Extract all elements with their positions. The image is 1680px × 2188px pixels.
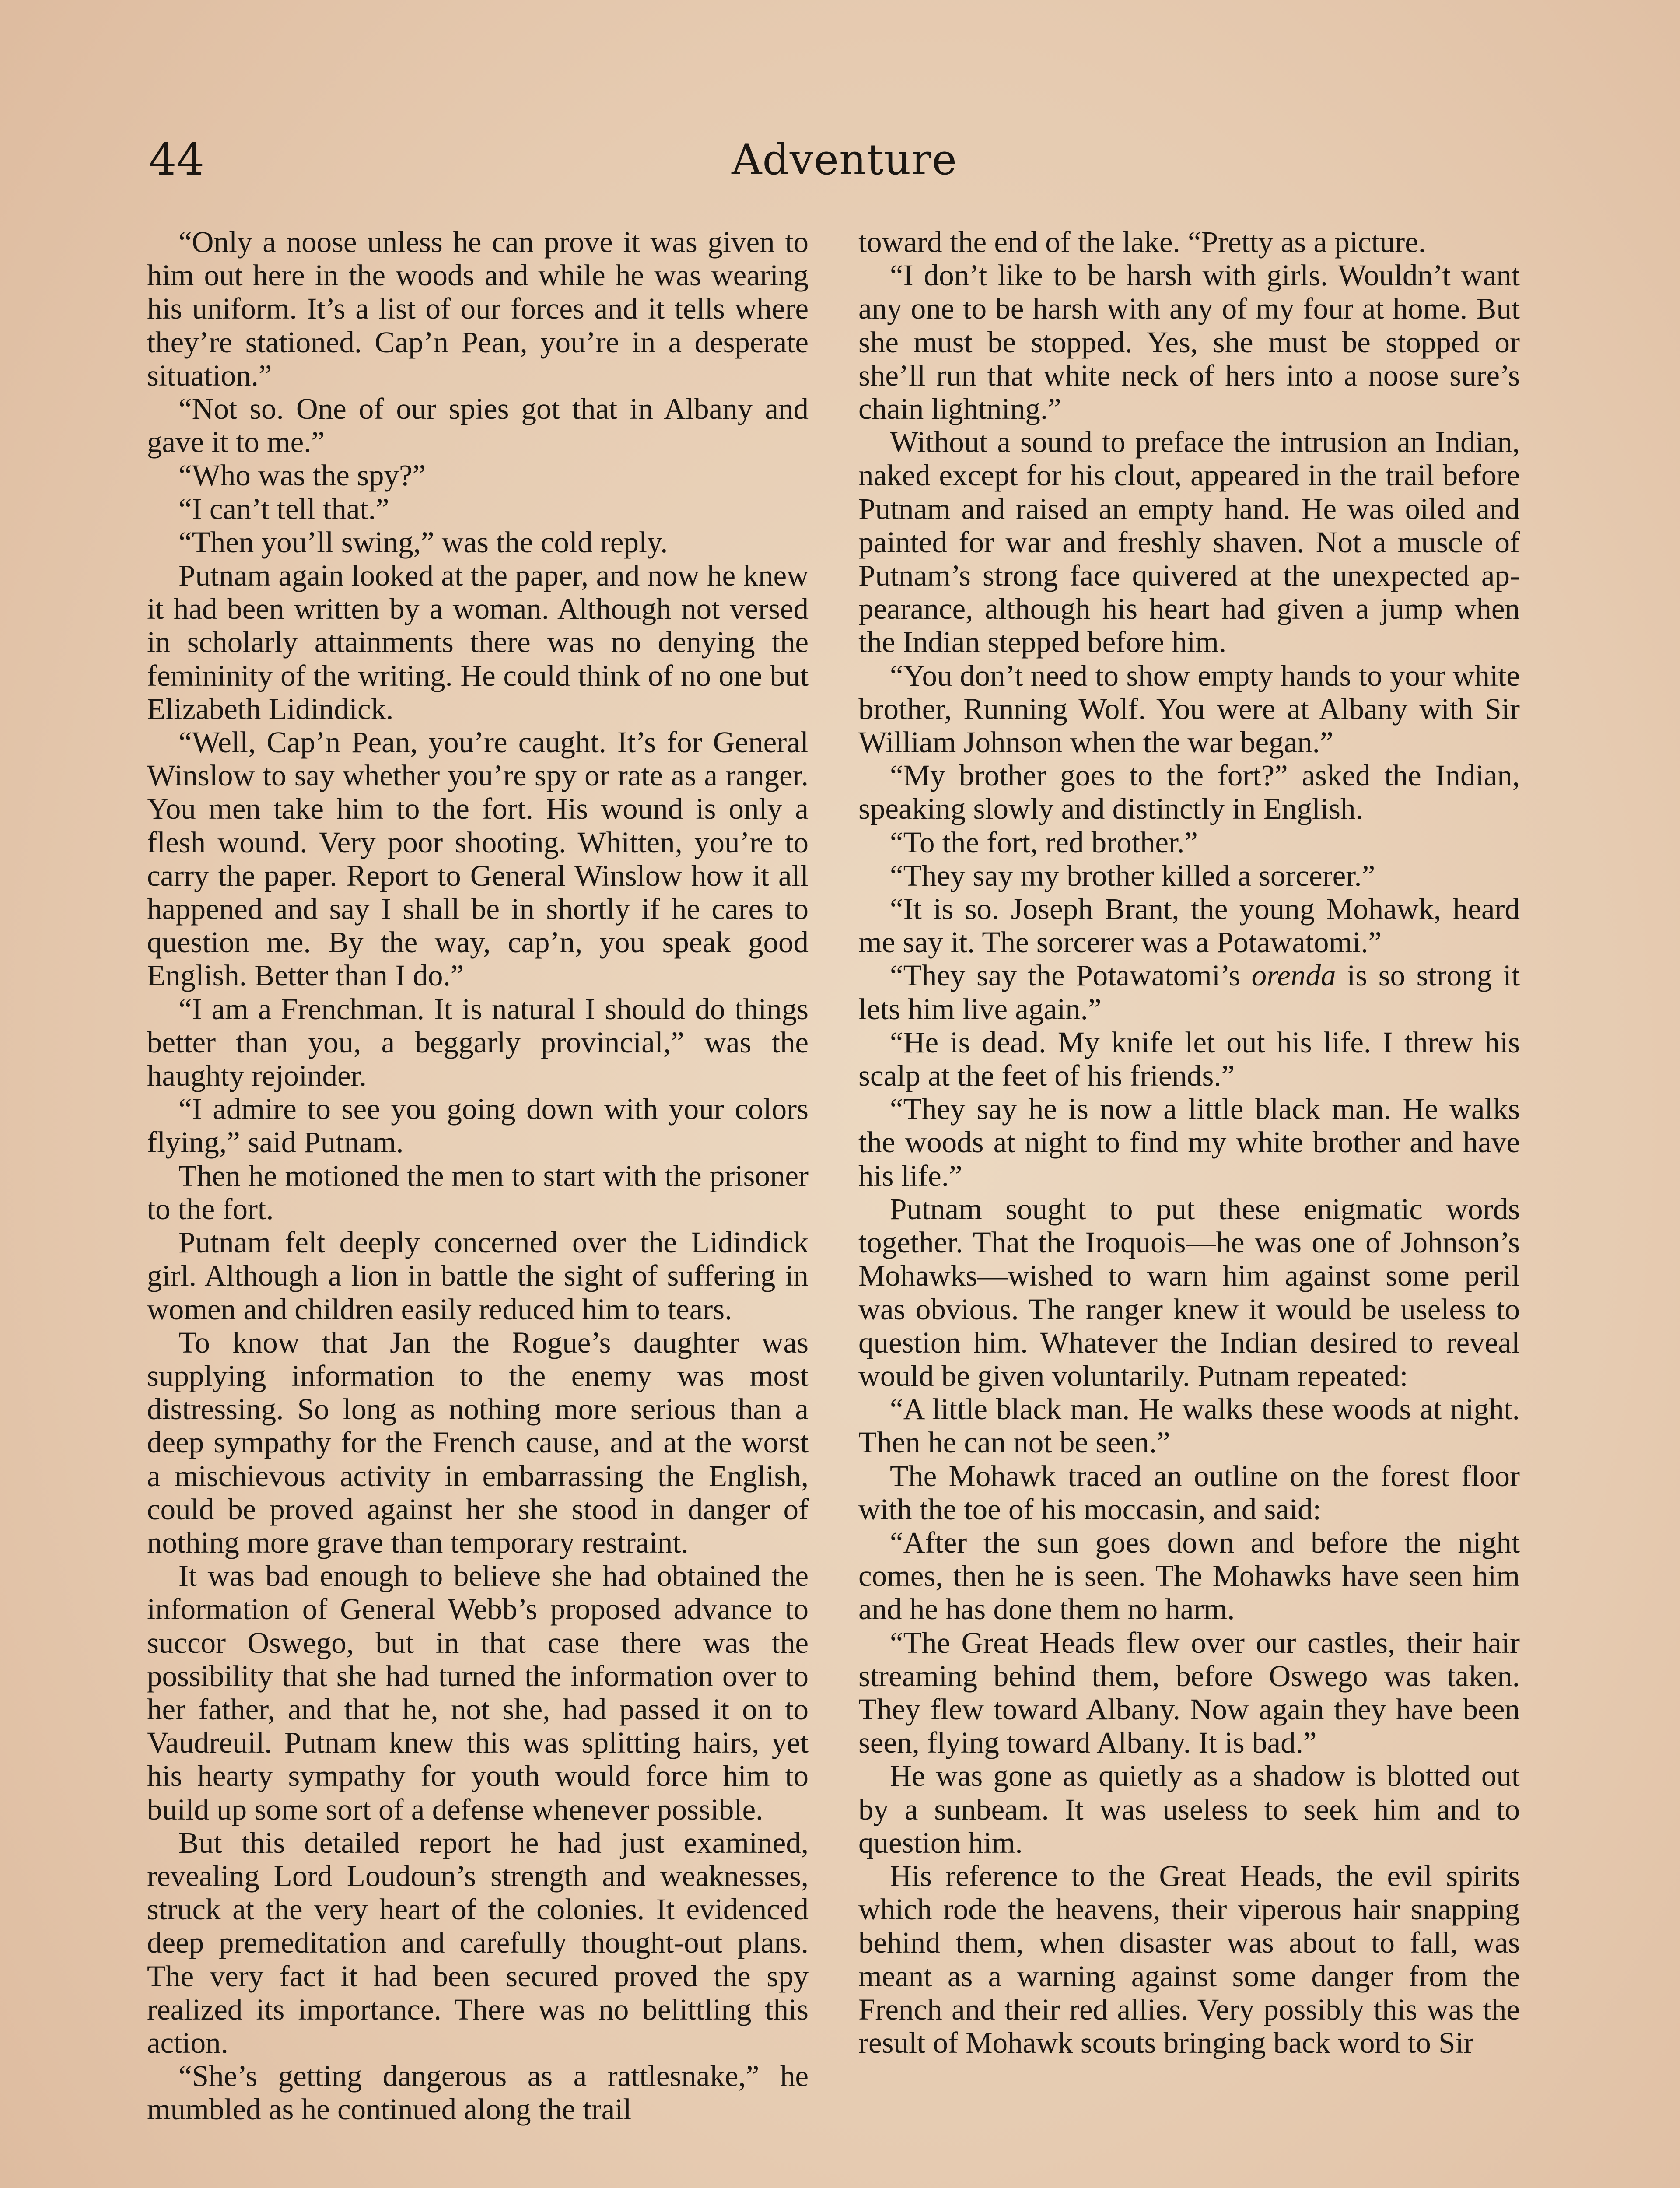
page-header [149,131,1540,188]
paragraph: “After the sun goes down and before the night comes, then he is seen. The Mohawks have seen him and he has done them no harm. [858,1525,1520,1626]
paragraph: “I am a Frenchman. It is natural I should do things better than you, a beggarly provincial,” was the haughty rejoinder. [147,992,808,1093]
paragraph: It was bad enough to believe she had obtained the information of General Webb’s proposed advance to succor Oswego, but in that case there was the possibility that she had turned the information over to her father, and that he, not she, had passed it on to Vaudreuil. Putnam knew this was splitting hairs, yet his hearty sympathy for youth would force him to build up some sort of a defense whenever possible. [147,1559,808,1826]
paragraph: “Not so. One of our spies got that in Albany and gave it to me.” [147,392,808,459]
paragraph: Without a sound to preface the intrusion an Indian, naked except for his clout, appeared in the trail before Putnam and raised an empty hand. He was oiled and painted for war and freshly shaven. Not a muscle of Putnam’s strong face quivered at the unexpected appearance, although his heart had given a jump when the Indian stepped before him. [858,425,1520,659]
paragraph: “Well, Cap’n Pean, you’re caught. It’s for General Winslow to say whether you’re spy or rate as a ranger. You men take him to the fort. His wound is only a flesh wound. Very poor shooting. Whitten, you’re to carry the paper. Report to General Winslow how it all happened and say I shall be in shortly if he cares to question me. By the way, cap’n, you speak good English. Better than I do.” [147,726,808,992]
magazine-title: Adventure [732,135,957,184]
right-column [858,225,1520,2059]
paragraph: To know that Jan the Rogue’s daughter was supplying information to the enemy was most distressing. So long as nothing more serious than a deep sympathy for the French cause, and at the worst a mischievous activity in embarrassing the English, could be proved against her she stood in danger of nothing more grave than temporary restraint. [147,1325,808,1559]
paragraph: “My brother goes to the fort?” asked the Indian, speaking slowly and distinctly in English. [858,759,1520,826]
paragraph: “A little black man. He walks these woods at night. Then he can not be seen.” [858,1392,1520,1459]
paragraph: His reference to the Great Heads, the evil spirits which rode the heavens, their viperous hair snapping behind them, when disaster was about to fall, was meant as a warning against some danger from the French and their red allies. Very possibly this was the result of Mohawk scouts bringing back word to Sir [858,1859,1520,2059]
text-span: is so strong it lets him live again.” [858,959,1520,1026]
paragraph: He was gone as quietly as a shadow is blotted out by a sunbeam. It was useless to seek him and to question him. [858,1759,1520,1859]
paragraph: “They say he is now a little black man. He walks the woods at night to find my white brother and have his life.” [858,1092,1520,1192]
page-number: 44 [149,134,205,185]
paragraph: Then he motioned the men to start with the prisoner to the fort. [147,1159,808,1226]
paragraph: “They say my brother killed a sorcerer.” [890,859,1376,892]
italic-word: orenda [1251,959,1336,992]
continued-paragraph: toward the end of the lake. “Pretty as a picture. [858,225,1426,259]
paragraph: “He is dead. My knife let out his life. I threw his scalp at the feet of his friends.” [858,1025,1520,1093]
paragraph: “I admire to see you going down with your colors flying,” said Putnam. [147,1092,808,1159]
paragraph: “Then you’ll swing,” was the cold reply. [178,525,668,559]
paragraph: Putnam again looked at the paper, and now he knew it had been written by a woman. Although not versed in scholarly attainments there was no denying the femininity of the writing. He could think of no one but Elizabeth Lidindick. [147,559,808,726]
paragraph: “Only a noose unless he can prove it was given to him out here in the woods and while he was wearing his uniform. It’s a list of our forces and it tells where they’re stationed. Cap’n Pean, you’re in a desperate situation.” [147,225,808,392]
paragraph: “Who was the spy?” [178,459,426,492]
left-column [147,225,808,2126]
paragraph: Putnam felt deeply concerned over the Lidindick girl. Although a lion in battle the sight of suffering in women and children easily reduced him to tears. [147,1226,808,1326]
text-span: “They say the Potawatomi’s [890,959,1252,992]
paragraph: “You don’t need to show empty hands to your white brother, Running Wolf. You were at Albany with Sir William Johnson when the war began.” [858,659,1520,759]
paragraph-orenda [858,959,1520,1025]
paragraph: The Mohawk traced an outline on the forest floor with the toe of his moccasin, and said: [858,1459,1520,1526]
paragraph: “I can’t tell that.” [178,492,389,526]
paragraph: “To the fort, red brother.” [890,825,1198,859]
paragraph: Putnam sought to put these enigmatic words together. That the Iroquois—he was one of Johnson’s Mohawks—wished to warn him against some peril was obvious. The ranger knew it would be useless to question him. Whatever the Indian desired to reveal would be given voluntarily. Putnam repeated: [858,1192,1520,1392]
paragraph: “She’s getting dangerous as a rattlesnake,” he mumbled as he continued along the trail [147,2059,808,2126]
paragraph: “The Great Heads flew over our castles, their hair streaming behind them, before Oswego was taken. They flew toward Albany. Now again they have been seen, flying toward Albany. It is bad.” [858,1626,1520,1760]
paragraph: “I don’t like to be harsh with girls. Wouldn’t want any one to be harsh with any of my four at home. But she must be stopped. Yes, she must be stopped or she’ll run that white neck of hers into a noose sure’s chain lightning.” [858,259,1520,426]
paragraph: But this detailed report he had just examined, revealing Lord Loudoun’s strength and weaknesses, struck at the very heart of the colonies. It evidenced deep premeditation and carefully thought-out plans. The very fact it had been secured proved the spy realized its importance. There was no belittling this action. [147,1826,808,2059]
paragraph: “It is so. Joseph Brant, the young Mohawk, heard me say it. The sorcerer was a Potawatomi.” [858,892,1520,959]
